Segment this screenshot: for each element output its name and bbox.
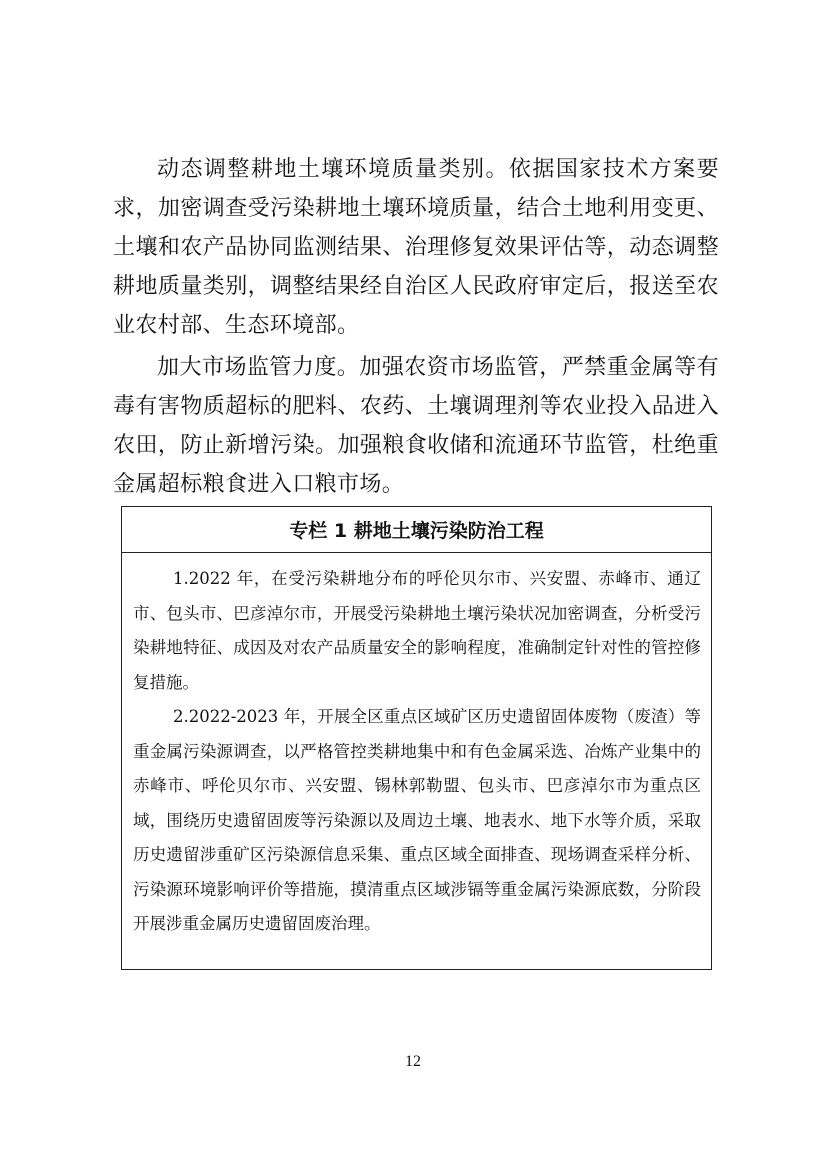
box-body xyxy=(122,553,711,942)
paragraph-market-supervision: 加大市场监管力度。加强农资市场监管，严禁重金属等有毒有害物质超标的肥料、农药、土壤调理剂等农业投入品进入农田，防止新增污染。加强粮食收储和流通环节监管，杜绝重金属超标粮食进入口粮市场。 xyxy=(113,355,719,497)
box-item-2: 2.2022-2023 年，开展全区重点区域矿区历史遗留固体废物（废渣）等重金属污染源调查，以严格管控类耕地集中和有色金属采选、冶炼产业集中的赤峰市、呼伦贝尔市、兴安盟、锡林郭勒盟、包头市、巴彦淖尔市为重点区域，围绕历史遗留固废等污染源以及周边土壤、地表水、地下水等介质，采取历史遗留涉重矿区污染源信息采集、重点区域全面排查、现场调查采样分析、污染源环境影响评价等措施，摸清重点区域涉镉等重金属污染源底数，分阶段开展涉重金属历史遗留固废治理。 xyxy=(133,707,701,933)
box-title: 专栏 1 耕地土壤污染防治工程 xyxy=(122,507,711,553)
page-number: 12 xyxy=(405,1053,421,1070)
paragraph-dynamic-adjustment: 动态调整耕地土壤环境质量类别。依据国家技术方案要求，加密调查受污染耕地土壤环境质量，结合土地利用变更、土壤和农产品协同监测结果、治理修复效果评估等，动态调整耕地质量类别，调整结果经自治区人民政府审定后，报送至农业农村部、生态环境部。 xyxy=(113,157,719,338)
special-column-box xyxy=(121,506,712,970)
box-item-1: 1.2022 年，在受污染耕地分布的呼伦贝尔市、兴安盟、赤峰市、通辽市、包头市、巴彦淖尔市，开展受污染耕地土壤污染状况加密调查，分析受污染耕地特征、成因及对农产品质量安全的影响程度，准确制定针对性的管控修复措施。 xyxy=(133,569,701,692)
